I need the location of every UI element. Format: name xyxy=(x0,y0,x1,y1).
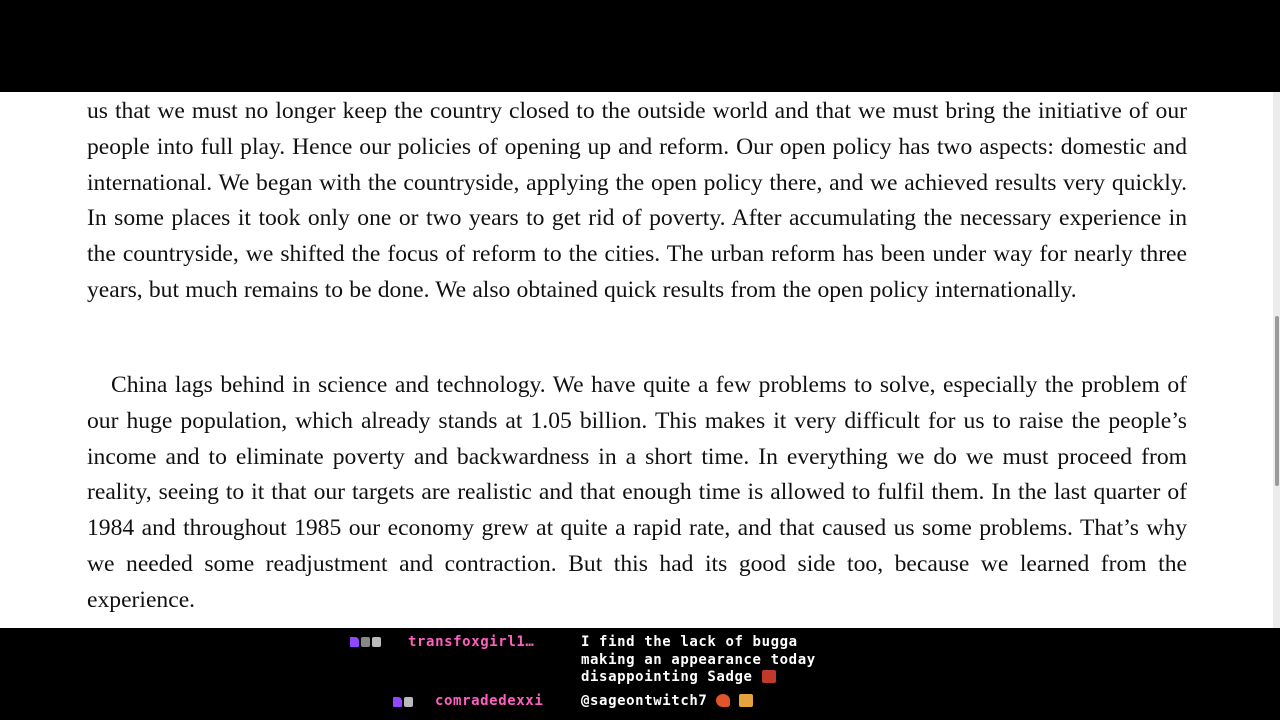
document-reader xyxy=(0,92,1280,628)
chat-line: disappointing Sadge xyxy=(581,669,753,685)
chat-line: I find the lack of bugga xyxy=(581,634,798,650)
emote-icon xyxy=(739,694,753,707)
badge-icon xyxy=(404,697,413,707)
badge-icon xyxy=(372,637,381,647)
chat-message-text xyxy=(581,693,753,711)
chat-username: comradedexxi xyxy=(435,693,544,709)
twitch-badge-icon xyxy=(350,637,359,647)
chat-username: transfoxgirl1… xyxy=(408,634,535,650)
paragraph: China lags behind in science and technology. We have quite a few problems to solve, especially the problem of our huge population, which already stands at 1.05 billion. This makes it very difficult for us to raise the people’s income and to eliminate poverty and backwardness in a short time. In everything we do we must proceed from reality, seeing to it that our targets are realistic and that enough time is allowed to fulfil them. In the last quarter of 1984 and throughout 1985 our economy grew at quite a rapid rate, and that caused us some problems. That’s why we needed some readjustment and contraction. But this had its good side too, because we learned from the experience. xyxy=(87,372,1187,613)
user-badges xyxy=(393,697,413,711)
badge-icon xyxy=(361,637,370,647)
sadge-emote-icon xyxy=(762,670,776,683)
scrollbar[interactable] xyxy=(1273,92,1280,628)
emote-icon xyxy=(716,694,730,707)
chat-message-text xyxy=(581,634,816,687)
stream-chat-overlay xyxy=(0,628,1280,720)
scrollbar-thumb[interactable] xyxy=(1275,316,1279,486)
top-black-bar xyxy=(0,0,1280,92)
paragraph: us that we must no longer keep the country closed to the outside world and that we must bring the initiative of our people into full play. Hence our policies of opening up and reform. Our open policy has two aspects: domestic and international. We began with the countryside, applying the open policy there, and we achieved results very quickly. In some places it took only one or two years to get rid of poverty. After accumulating the necessary experience in the countryside, we shifted the focus of reform to the cities. The urban reform has been under way for nearly three years, but much remains to be done. We also obtained quick results from the open policy internationally. xyxy=(87,98,1187,303)
chat-line: making an appearance today xyxy=(581,651,816,668)
user-badges xyxy=(350,637,381,651)
chat-mention: @sageontwitch7 xyxy=(581,693,708,709)
twitch-badge-icon xyxy=(393,697,402,707)
